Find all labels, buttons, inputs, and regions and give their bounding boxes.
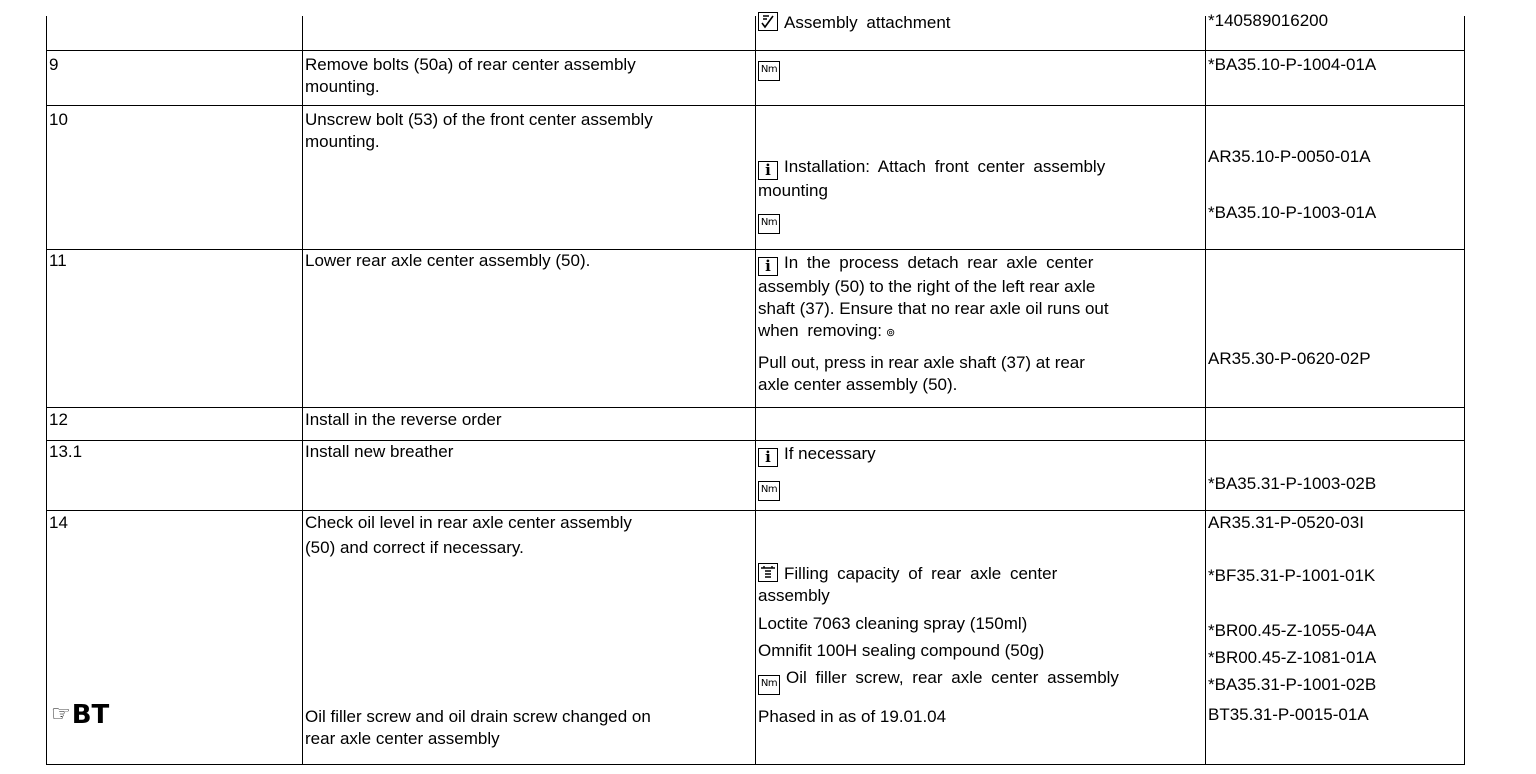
checklist-icon xyxy=(758,12,778,31)
work-steps-table xyxy=(46,11,1465,765)
bt-flag xyxy=(51,700,109,730)
step-text-line: Oil filler screw and oil drain screw changed on xyxy=(305,707,651,726)
reference-link[interactable]: AR35.10-P-0050-01A xyxy=(1208,146,1371,166)
reference-cell xyxy=(1206,706,1465,764)
reference-cell xyxy=(1206,105,1465,249)
step-number-cell xyxy=(47,105,303,249)
step-text-line: mounting. xyxy=(305,76,380,96)
note-text: axle center assembly (50). xyxy=(758,374,958,394)
pointing-hand-icon: ☞ xyxy=(51,702,71,727)
step-number-cell xyxy=(47,50,303,105)
note-text: Installation: Attach front center assembly xyxy=(784,156,1106,176)
step-number: 14 xyxy=(49,512,68,532)
note-text: assembly xyxy=(758,585,830,605)
reference-link[interactable]: *BR00.45-Z-1081-01A xyxy=(1208,647,1377,667)
reference-link[interactable]: *140589016200 xyxy=(1208,11,1329,30)
table-row xyxy=(47,50,1465,105)
step-text-cell xyxy=(303,50,756,105)
step-text-line: mounting. xyxy=(305,131,380,151)
table-row xyxy=(47,16,1465,50)
reference-link[interactable]: *BA35.31-P-1003-02B xyxy=(1208,473,1377,493)
reference-cell xyxy=(1206,11,1465,50)
note-cell xyxy=(756,50,1206,105)
note-text: Filling capacity of rear axle center xyxy=(784,563,1058,583)
torque-nm-icon: Nm xyxy=(758,675,780,695)
info-icon: i xyxy=(758,257,778,276)
step-number: 13.1 xyxy=(49,441,83,461)
step-text-line: Install new breather xyxy=(305,441,454,461)
note-text: In the process detach rear axle center xyxy=(784,252,1094,272)
reference-link[interactable]: *BR00.45-Z-1055-04A xyxy=(1208,620,1377,640)
step-number: 9 xyxy=(49,54,59,74)
note-cell xyxy=(756,249,1206,407)
filling-capacity-icon xyxy=(758,563,778,582)
note-text: Phased in as of 19.01.04 xyxy=(758,707,947,726)
table-row xyxy=(47,440,1465,510)
step-text-cell xyxy=(303,510,756,706)
step-text-cell xyxy=(303,105,756,249)
note-cell xyxy=(756,510,1206,706)
reference-link[interactable]: *BA35.31-P-1001-02B xyxy=(1208,674,1377,694)
step-number: 11 xyxy=(49,250,67,270)
note-text: when removing: xyxy=(758,320,883,340)
step-number: 12 xyxy=(49,409,68,429)
note-text: Omnifit 100H sealing compound (50g) xyxy=(758,640,1045,660)
step-number: BT xyxy=(71,700,110,730)
step-text-line: rear axle center assembly xyxy=(305,729,500,748)
note-cell xyxy=(756,13,1206,50)
step-number-cell xyxy=(47,16,303,50)
reference-link[interactable]: *BA35.10-P-1004-01A xyxy=(1208,54,1377,74)
table-row xyxy=(47,510,1465,706)
step-number-cell xyxy=(47,249,303,407)
step-text-line: Install in the reverse order xyxy=(305,409,502,429)
torque-nm-icon: Nm xyxy=(758,481,780,501)
step-number: 10 xyxy=(49,109,68,129)
reference-link[interactable]: AR35.30-P-0620-02P xyxy=(1208,348,1371,368)
reference-cell xyxy=(1206,407,1465,440)
reference-link[interactable]: BT35.31-P-0015-01A xyxy=(1208,705,1369,724)
note-text: Pull out, press in rear axle shaft (37) at rear xyxy=(758,352,1085,372)
step-number-cell xyxy=(47,440,303,510)
step-number-cell xyxy=(47,510,303,706)
note-cell xyxy=(756,440,1206,510)
torque-nm-icon: Nm xyxy=(758,214,780,234)
step-text-cell xyxy=(303,249,756,407)
note-text: Loctite 7063 cleaning spray (150ml) xyxy=(758,613,1028,633)
step-text-line: Check oil level in rear axle center assembly xyxy=(305,512,632,532)
step-text-line: Lower rear axle center assembly (50). xyxy=(305,250,591,270)
reference-cell xyxy=(1206,249,1465,407)
table-row xyxy=(47,706,1465,764)
step-text-cell xyxy=(303,407,756,440)
reference-cell xyxy=(1206,510,1465,706)
note-text: Oil filler screw, rear axle center assembly xyxy=(786,667,1119,687)
step-text-cell xyxy=(303,16,756,50)
reference-link[interactable]: *BA35.10-P-1003-01A xyxy=(1208,202,1377,222)
step-text-cell xyxy=(303,706,756,764)
torque-nm-icon: Nm xyxy=(758,61,780,81)
step-text-line: Remove bolts (50a) of rear center assembly xyxy=(305,54,636,74)
note-cell xyxy=(756,407,1206,440)
step-number-cell xyxy=(47,700,303,764)
reference-link[interactable]: AR35.31-P-0520-03I xyxy=(1208,512,1364,532)
note-cell xyxy=(756,706,1206,764)
note-text: shaft (37). Ensure that no rear axle oil runs out xyxy=(758,298,1109,318)
step-number-cell xyxy=(47,407,303,440)
info-icon: i xyxy=(758,448,778,467)
note-cell xyxy=(756,105,1206,249)
table-row xyxy=(47,105,1465,249)
info-icon: i xyxy=(758,161,778,180)
step-text-line: (50) and correct if necessary. xyxy=(305,537,524,557)
reference-cell xyxy=(1206,50,1465,105)
reference-cell xyxy=(1206,440,1465,510)
step-text-cell xyxy=(303,440,756,510)
note-text: Assembly attachment xyxy=(784,13,951,32)
step-text-line: Unscrew bolt (53) of the front center assembly xyxy=(305,109,653,129)
note-text: assembly (50) to the right of the left rear axle xyxy=(758,276,1096,296)
note-text: mounting xyxy=(758,180,828,200)
reference-link[interactable]: *BF35.31-P-1001-01K xyxy=(1208,565,1376,585)
removing-symbol-icon: ⊚ xyxy=(886,326,896,339)
table-row xyxy=(47,407,1465,440)
table-row xyxy=(47,249,1465,407)
note-text: If necessary xyxy=(784,443,876,463)
